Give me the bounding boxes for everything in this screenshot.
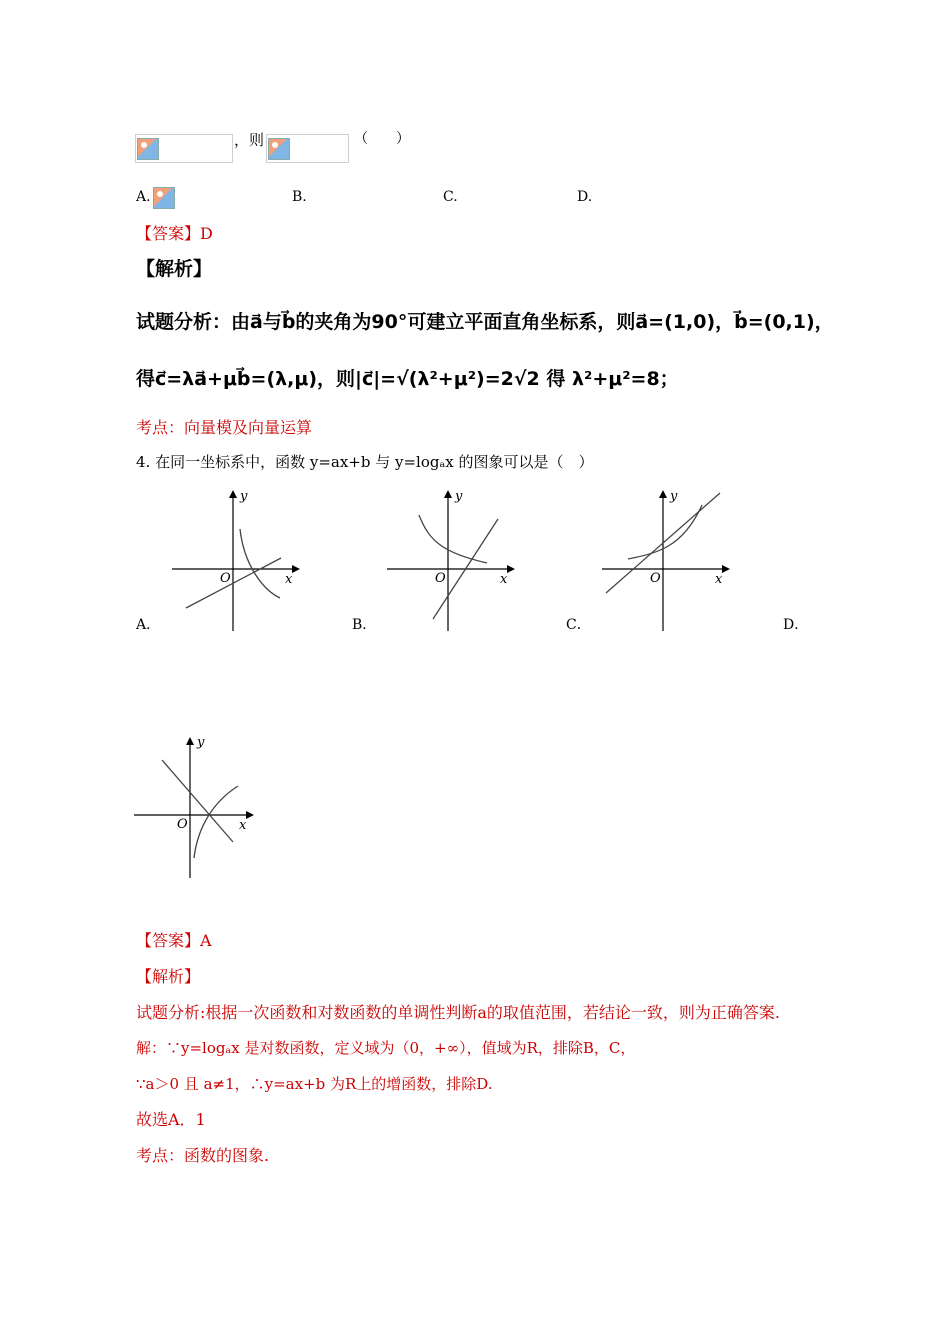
q3-option-d: D. xyxy=(577,189,593,205)
q3-option-a: A. xyxy=(136,189,151,205)
graph-a-x-label: x xyxy=(285,572,293,587)
graph-c xyxy=(598,485,733,635)
graph-b-y-label: y xyxy=(455,489,463,504)
q4-analysis: 试题分析:根据一次函数和对数函数的单调性判断a的取值范围，若结论一致，则为正确答案. xyxy=(136,1003,781,1022)
q4-option-c: C． xyxy=(566,617,591,633)
q4-kaodian: 考点：函数的图象. xyxy=(136,1146,270,1165)
q3-paren: （ ） xyxy=(354,131,410,147)
q3-analysis-label: 【解析】 xyxy=(136,258,213,280)
q3-kaodian: 考点：向量模及向量运算 xyxy=(136,418,313,437)
broken-image-icon xyxy=(268,138,290,160)
q3-analysis-line2: 得c⃗=λa⃗+μb⃗=(λ,μ)，则|c⃗|=√(λ²+μ²)=2√2 得 λ²+μ²=8； xyxy=(136,368,679,390)
broken-image-placeholder xyxy=(135,134,233,163)
q4-solution-line2: ∵a＞0 且 a≠1，∴y=ax+b 为R上的增函数，排除D. xyxy=(136,1075,493,1093)
graph-d xyxy=(128,732,263,882)
broken-image-icon xyxy=(137,138,159,160)
graph-d-x-label: x xyxy=(239,818,247,833)
graph-c-y-label: y xyxy=(670,489,678,504)
graph-c-origin-label: O xyxy=(650,571,661,586)
q3-option-b: B. xyxy=(292,189,307,205)
q3-analysis-line1: 试题分析：由a⃗与b⃗的夹角为90°可建立平面直角坐标系，则a⃗=(1,0)，b⃗=(0,1)， xyxy=(136,311,834,333)
graph-d-origin-label: O xyxy=(177,817,188,832)
q4-answer: 【答案】A xyxy=(136,931,212,950)
graph-c-x-label: x xyxy=(715,572,723,587)
q4-option-b: B． xyxy=(352,617,377,633)
q4-choose: 故选A．1 xyxy=(136,1110,206,1129)
graph-b-x-label: x xyxy=(500,572,508,587)
graph-b-origin-label: O xyxy=(435,571,446,586)
q4-option-d: D． xyxy=(783,617,809,633)
q3-option-c: C. xyxy=(443,189,458,205)
q3-answer: 【答案】D xyxy=(136,224,213,243)
graph-a xyxy=(168,485,303,635)
graph-d-y-label: y xyxy=(197,735,205,750)
graph-a-y-label: y xyxy=(240,489,248,504)
q4-solution-line1: 解：∵y=logₐx 是对数函数，定义域为（0，+∞），值域为R，排除B，C， xyxy=(136,1039,636,1057)
q4-analysis-label: 【解析】 xyxy=(136,967,201,986)
q4-stem: 4. 在同一坐标系中，函数 y=ax+b 与 y=logₐx 的图象可以是（ ） xyxy=(136,453,594,471)
broken-image-icon xyxy=(153,187,175,209)
q3-comma-then: ，则 xyxy=(234,131,265,149)
graph-b xyxy=(383,485,518,635)
graph-a-origin-label: O xyxy=(220,571,231,586)
broken-image-placeholder xyxy=(266,134,349,163)
q4-option-a: A． xyxy=(136,617,161,633)
